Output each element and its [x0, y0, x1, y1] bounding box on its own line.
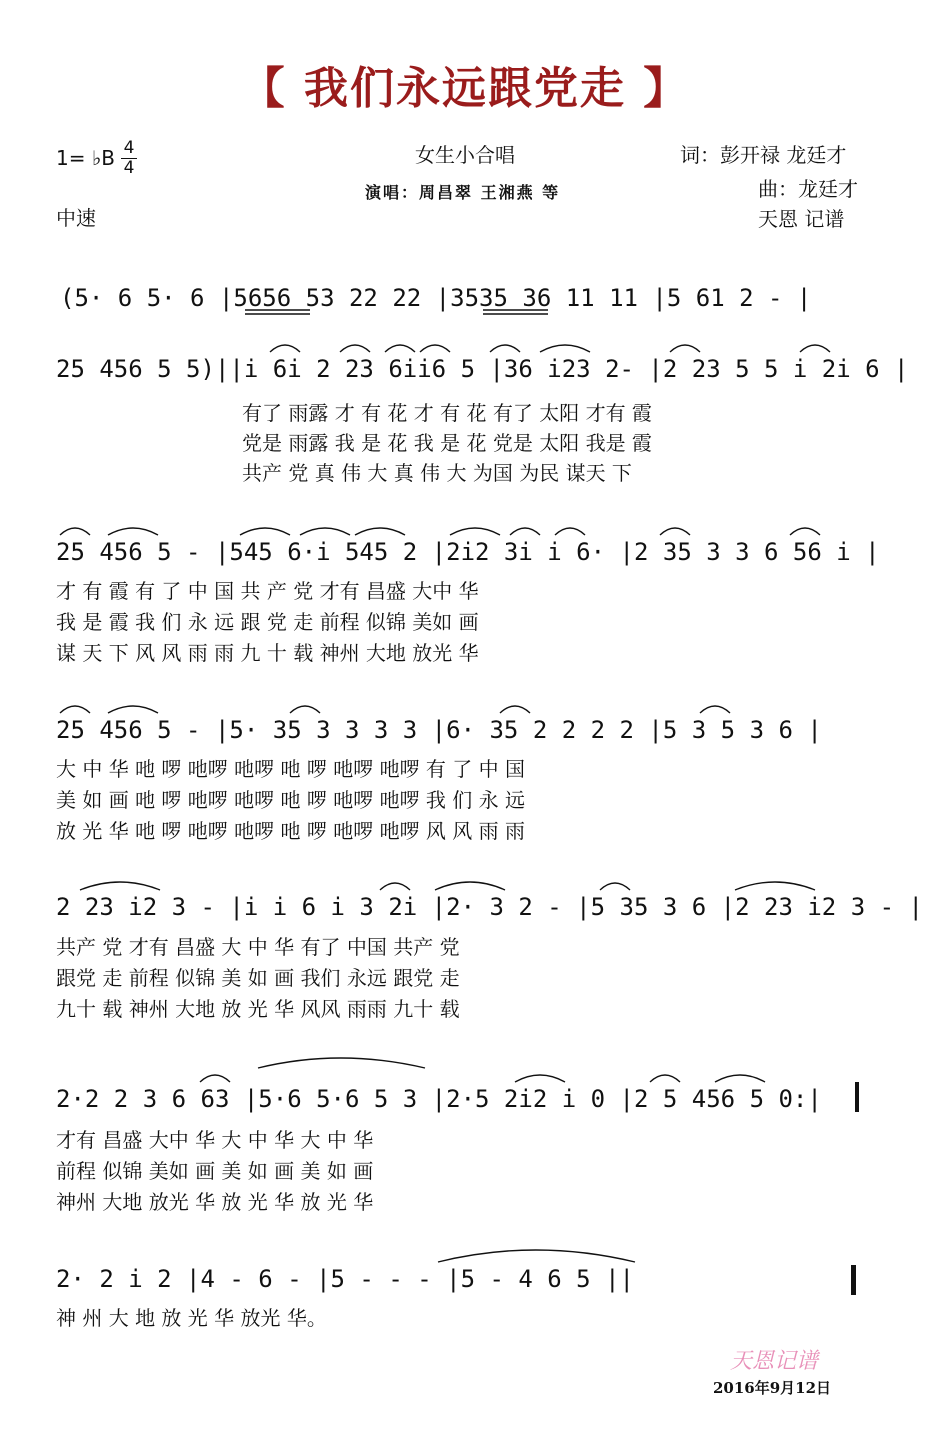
slur-mark [258, 1058, 425, 1068]
slur-mark [540, 345, 590, 352]
notation-line-6: 2·2 2 3 6 63 |5·6 5·6 5 3 |2·5 2i2 i 0 |2 5 456 5 0:| [56, 1085, 822, 1113]
lyric-line-3-verse-3: 谋 天 下 风 风 雨 雨 九 十 载 神州 大地 放光 华 [56, 641, 479, 665]
lyric-line-4-verse-1: 大 中 华 吔 啰 吔啰 吔啰 吔 啰 吔啰 吔啰 有 了 中 国 [56, 757, 526, 781]
tempo-marking: 中速 [56, 206, 96, 230]
performers-label: 演唱：周昌翠 王湘燕 等 [365, 183, 561, 202]
slur-mark [108, 528, 158, 535]
slur-mark [715, 1075, 765, 1082]
composer-credit: 曲：龙廷才 [758, 177, 858, 201]
lyric-line-2-verse-1: 有了 雨露 才 有 花 才 有 花 有了 太阳 才有 霞 [242, 401, 652, 425]
slur-mark [450, 528, 500, 535]
slur-mark [108, 706, 158, 713]
slur-mark [435, 882, 505, 890]
slur-mark [420, 345, 450, 352]
lyric-line-3-verse-2: 我 是 霞 我 们 永 远 跟 党 走 前程 似锦 美如 画 [56, 610, 479, 634]
slur-mark [385, 345, 415, 352]
transcriber-credit: 天恩 记谱 [758, 207, 845, 231]
slur-mark [700, 706, 730, 713]
slur-mark [735, 882, 815, 890]
slur-mark [340, 345, 370, 352]
slur-mark [510, 528, 540, 535]
lyric-line-4-verse-3: 放 光 华 吔 啰 吔啰 吔啰 吔 啰 吔啰 吔啰 风 风 雨 雨 [56, 819, 526, 843]
slur-mark [300, 528, 350, 535]
slur-mark [790, 528, 820, 535]
lyric-line-5-verse-3: 九十 载 神州 大地 放 光 华 风风 雨雨 九十 载 [56, 997, 460, 1021]
lyric-line-5-verse-1: 共产 党 才有 昌盛 大 中 华 有了 中国 共产 党 [56, 935, 460, 959]
slur-mark [670, 345, 700, 352]
lyric-line-7-verse-1: 神 州 大 地 放 光 华 放光 华。 [56, 1306, 327, 1330]
slur-mark [438, 1250, 635, 1262]
slur-mark [290, 706, 320, 713]
slur-mark [555, 528, 585, 535]
slur-mark [600, 883, 630, 890]
song-title: 【 我们永远跟党走 】 [240, 63, 690, 114]
notation-line-2: 25 456 5 5)||i 6i 2 23 6ii6 5 |36 i23 2- |2 23 5 5 i 2i 6 | [56, 355, 909, 383]
slur-mark [60, 528, 90, 535]
lyric-line-5-verse-2: 跟党 走 前程 似锦 美 如 画 我们 永远 跟党 走 [56, 966, 460, 990]
lyric-line-4-verse-2: 美 如 画 吔 啰 吔啰 吔啰 吔 啰 吔啰 吔啰 我 们 永 远 [56, 788, 526, 812]
repeat-barline [855, 1082, 859, 1112]
key-signature: 1= ♭B [56, 146, 115, 170]
final-barline [851, 1265, 856, 1295]
lyric-line-6-verse-2: 前程 似锦 美如 画 美 如 画 美 如 画 [56, 1159, 374, 1183]
lyric-line-6-verse-3: 神州 大地 放光 华 放 光 华 放 光 华 [56, 1190, 374, 1214]
notation-line-7: 2· 2 i 2 |4 - 6 - |5 - - - |5 - 4 6 5 || [56, 1265, 634, 1293]
lyric-line-2-verse-3: 共产 党 真 伟 大 真 伟 大 为国 为民 谋天 下 [242, 461, 632, 485]
lyricist-credit: 词：彭开禄 龙廷才 [680, 143, 847, 167]
watermark-signature: 天恩记谱 [730, 1349, 819, 1374]
time-sig-top: 4 [123, 138, 135, 158]
lyric-line-2-verse-2: 党是 雨露 我 是 花 我 是 花 党是 太阳 我是 霞 [242, 431, 652, 455]
slur-mark [500, 706, 530, 713]
notation-line-4: 25 456 5 - |5· 35 3 3 3 3 |6· 35 2 2 2 2 |5 3 5 3 6 | [56, 716, 822, 744]
slur-mark [355, 528, 405, 535]
slur-mark [240, 528, 290, 535]
lyric-line-3-verse-1: 才 有 霞 有 了 中 国 共 产 党 才有 昌盛 大中 华 [56, 579, 479, 603]
slur-mark [270, 345, 300, 352]
time-sig-bottom: 4 [123, 158, 135, 178]
slur-mark [650, 1075, 680, 1082]
slur-mark [200, 1075, 230, 1082]
slur-mark [80, 882, 160, 890]
slur-mark [380, 883, 410, 890]
lyric-line-6-verse-1: 才有 昌盛 大中 华 大 中 华 大 中 华 [56, 1128, 374, 1152]
slur-mark [515, 1075, 565, 1082]
notation-line-5: 2 23 i2 3 - |i i 6 i 3 2i |2· 3 2 - |5 35 3 6 |2 23 i2 3 - | [56, 893, 923, 921]
slur-mark [490, 345, 520, 352]
notation-line-3: 25 456 5 - |545 6·i 545 2 |2i2 3i i 6· |2 35 3 3 6 56 i | [56, 538, 880, 566]
slur-mark [60, 706, 90, 713]
slur-mark [660, 528, 690, 535]
slur-mark [800, 345, 830, 352]
notation-line-1: (5· 6 5· 6 |5656 53 22 22 |3535 36 11 11 |5 61 2 - | [60, 284, 812, 312]
date-stamp: 2016年9月12日 [713, 1379, 832, 1397]
genre-label: 女生小合唱 [415, 143, 515, 167]
